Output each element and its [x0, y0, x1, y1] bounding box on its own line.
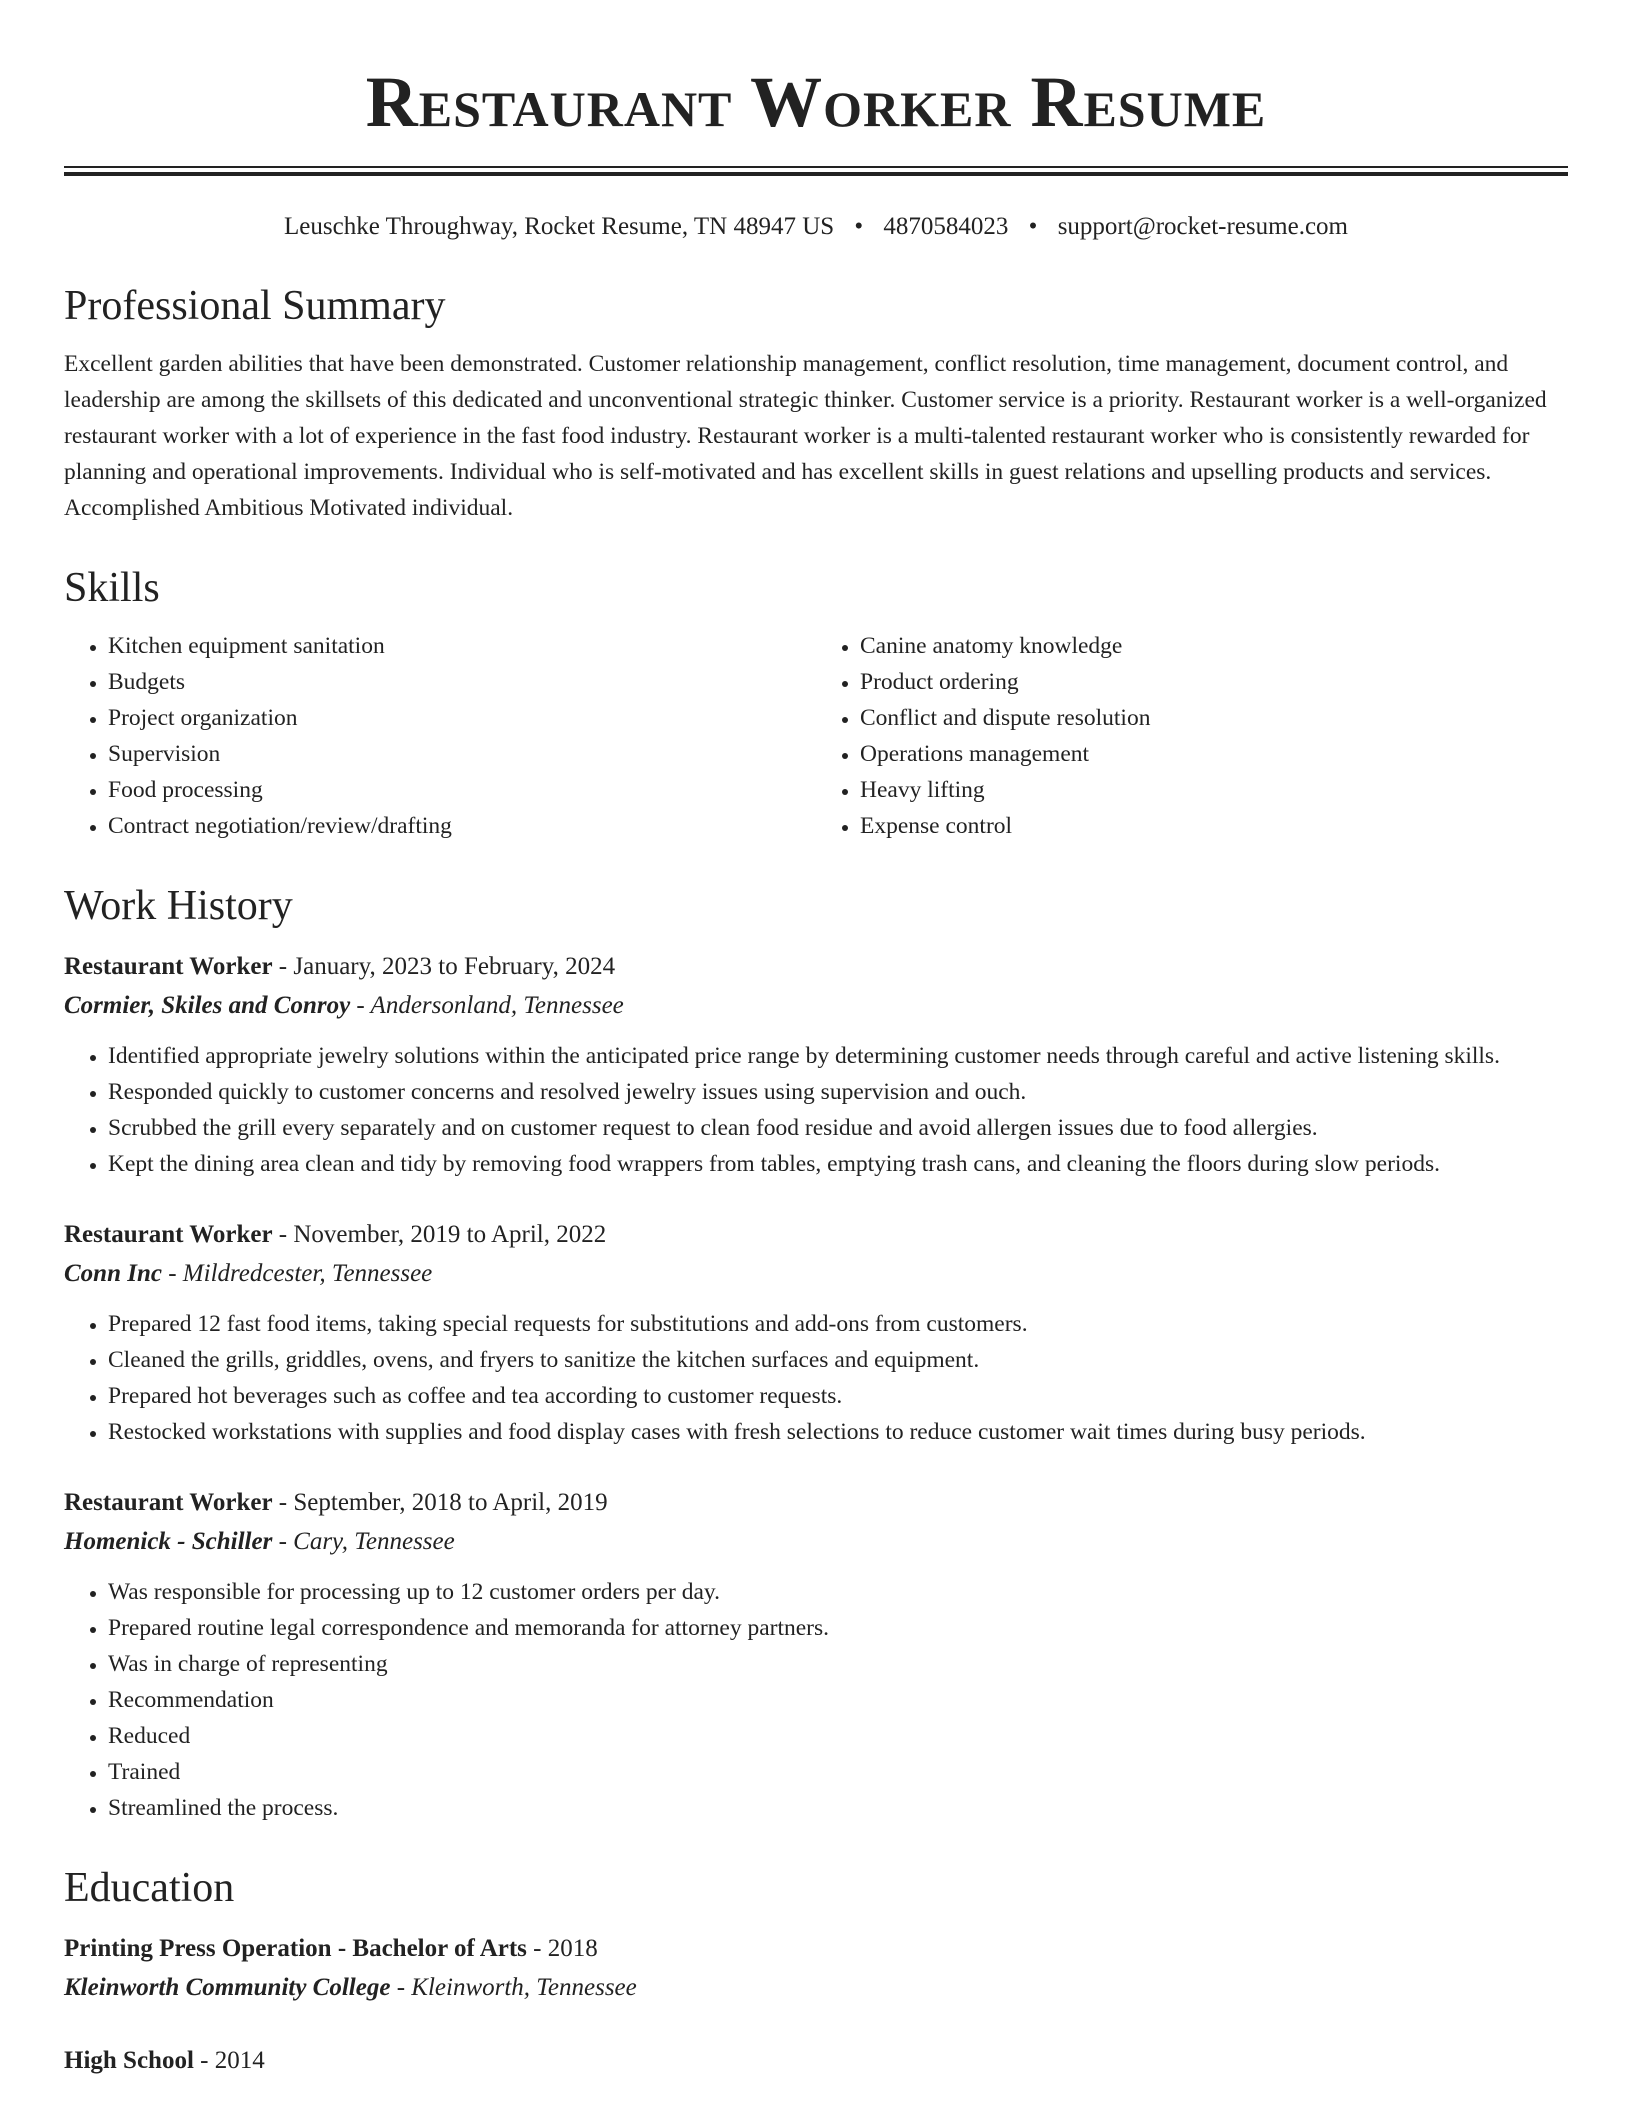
job-bullet: • Streamlined the process. — [108, 1790, 1568, 1826]
skill-item: • Heavy lifting — [860, 772, 1568, 808]
education-location: - Kleinworth, Tennessee — [390, 1974, 637, 2001]
skill-item: • Operations management — [860, 736, 1568, 772]
education-year: - 2018 — [526, 1935, 598, 1962]
job-title: Restaurant Worker — [64, 953, 273, 980]
skill-item: • Conflict and dispute resolution — [860, 700, 1568, 736]
job-bullet: • Prepared hot beverages such as coffee and tea according to customer requests. — [108, 1378, 1568, 1414]
job-bullet: • Scrubbed the grill every separately and on customer request to clean food residue and avoid allergen issues due to food allergies. — [108, 1110, 1568, 1146]
job-bullet: • Kept the dining area clean and tidy by removing food wrappers from tables, emptying trash cans, and cleaning the floors during slow periods. — [108, 1146, 1568, 1182]
summary-heading: Professional Summary — [64, 283, 446, 329]
job-bullet: • Recommendation — [108, 1682, 1568, 1718]
job-bullets — [64, 1038, 1568, 1182]
skill-item: • Supervision — [108, 736, 816, 772]
job-location: - Cary, Tennessee — [272, 1528, 455, 1555]
job-bullet: • Identified appropriate jewelry solutions within the anticipated price range by determining customer needs through careful and active listening skills. — [108, 1038, 1568, 1074]
skills-column-left — [64, 628, 816, 844]
skills-heading: Skills — [64, 565, 160, 611]
job-dates: - September, 2018 to April, 2019 — [272, 1489, 608, 1516]
job-company: Cormier, Skiles and Conroy — [64, 992, 351, 1019]
job-title: Restaurant Worker — [64, 1221, 273, 1248]
job-bullet: • Prepared routine legal correspondence and memoranda for attorney partners. — [108, 1610, 1568, 1646]
education-degree: High School — [64, 2047, 194, 2074]
education-school-line — [64, 1968, 1568, 2008]
education-degree: Printing Press Operation - Bachelor of Arts — [64, 1935, 527, 1962]
education-degree-line — [64, 2042, 1568, 2080]
job-dates: - January, 2023 to February, 2024 — [272, 953, 616, 980]
skill-item: • Expense control — [860, 808, 1568, 844]
education-entry — [64, 2042, 1568, 2080]
education-degree-line — [64, 1930, 1568, 1968]
contact-separator: • — [1028, 213, 1038, 240]
contact-email: support@rocket-resume.com — [1057, 213, 1348, 240]
skill-item: • Food processing — [108, 772, 816, 808]
job-bullets — [64, 1574, 1568, 1826]
job-bullet: • Restocked workstations with supplies and food display cases with fresh selections to reduce customer wait times during busy periods. — [108, 1414, 1568, 1450]
job-bullet: • Was in charge of representing — [108, 1646, 1568, 1682]
education-school: Kleinworth Community College — [64, 1974, 391, 2001]
job-company-line — [64, 986, 1568, 1026]
summary-text: Excellent garden abilities that have been demonstrated. Customer relationship management, conflict resolution, time management, document control, and leadership are among the skillsets of this dedicated and unconventional strategic thinker. Customer service is a priority. Restaurant worker is a well-organized restaurant worker with a lot of experience in the fast food industry. Restaurant worker is a multi-talented restaurant worker who is consistently rewarded for planning and operational improvements. Individual who is self-motivated and has excellent skills in guest relations and upselling products and services. Accomplished Ambitious Motivated individual. — [64, 351, 1547, 521]
contact-address: Leuschke Throughway, Rocket Resume, TN 48947 US — [284, 213, 835, 240]
job-company: Conn Inc — [64, 1260, 162, 1287]
job-location: - Andersonland, Tennessee — [350, 992, 624, 1019]
skill-item: • Budgets — [108, 664, 816, 700]
job-company-line — [64, 1522, 1568, 1562]
job-title: Restaurant Worker — [64, 1489, 273, 1516]
job-title-line — [64, 1216, 1568, 1254]
job-bullet: • Prepared 12 fast food items, taking special requests for substitutions and add-ons from customers. — [108, 1306, 1568, 1342]
skill-item: • Product ordering — [860, 664, 1568, 700]
job-entry — [64, 1484, 1568, 1826]
skill-item: • Project organization — [108, 700, 816, 736]
work-history-heading: Work History — [64, 883, 293, 929]
contact-phone: 4870584023 — [883, 213, 1009, 240]
job-company: Homenick - Schiller — [64, 1528, 273, 1555]
education-entry — [64, 1930, 1568, 2008]
job-company-line — [64, 1254, 1568, 1294]
job-bullet: • Cleaned the grills, griddles, ovens, and fryers to sanitize the kitchen surfaces and equipment. — [108, 1342, 1568, 1378]
skill-item: • Kitchen equipment sanitation — [108, 628, 816, 664]
job-bullets — [64, 1306, 1568, 1450]
education-year: - 2014 — [193, 2047, 265, 2074]
job-bullet: • Trained — [108, 1754, 1568, 1790]
job-bullet: • Responded quickly to customer concerns and resolved jewelry issues using supervision and ouch. — [108, 1074, 1568, 1110]
title-divider — [64, 166, 1568, 176]
job-entry — [64, 1216, 1568, 1450]
skills-column-right — [816, 628, 1568, 844]
job-dates: - November, 2019 to April, 2022 — [272, 1221, 607, 1248]
job-bullet: • Reduced — [108, 1718, 1568, 1754]
job-entry — [64, 948, 1568, 1182]
skill-item: • Contract negotiation/review/drafting — [108, 808, 816, 844]
job-bullet: • Was responsible for processing up to 12 customer orders per day. — [108, 1574, 1568, 1610]
education-heading: Education — [64, 1865, 235, 1911]
job-location: - Mildredcester, Tennessee — [161, 1260, 433, 1287]
contact-line — [64, 210, 1568, 244]
job-title-line — [64, 1484, 1568, 1522]
skill-item: • Canine anatomy knowledge — [860, 628, 1568, 664]
resume-title: Restaurant Worker Resume — [365, 62, 1267, 142]
contact-separator: • — [854, 213, 864, 240]
skills-list — [64, 628, 1568, 844]
job-title-line — [64, 948, 1568, 986]
